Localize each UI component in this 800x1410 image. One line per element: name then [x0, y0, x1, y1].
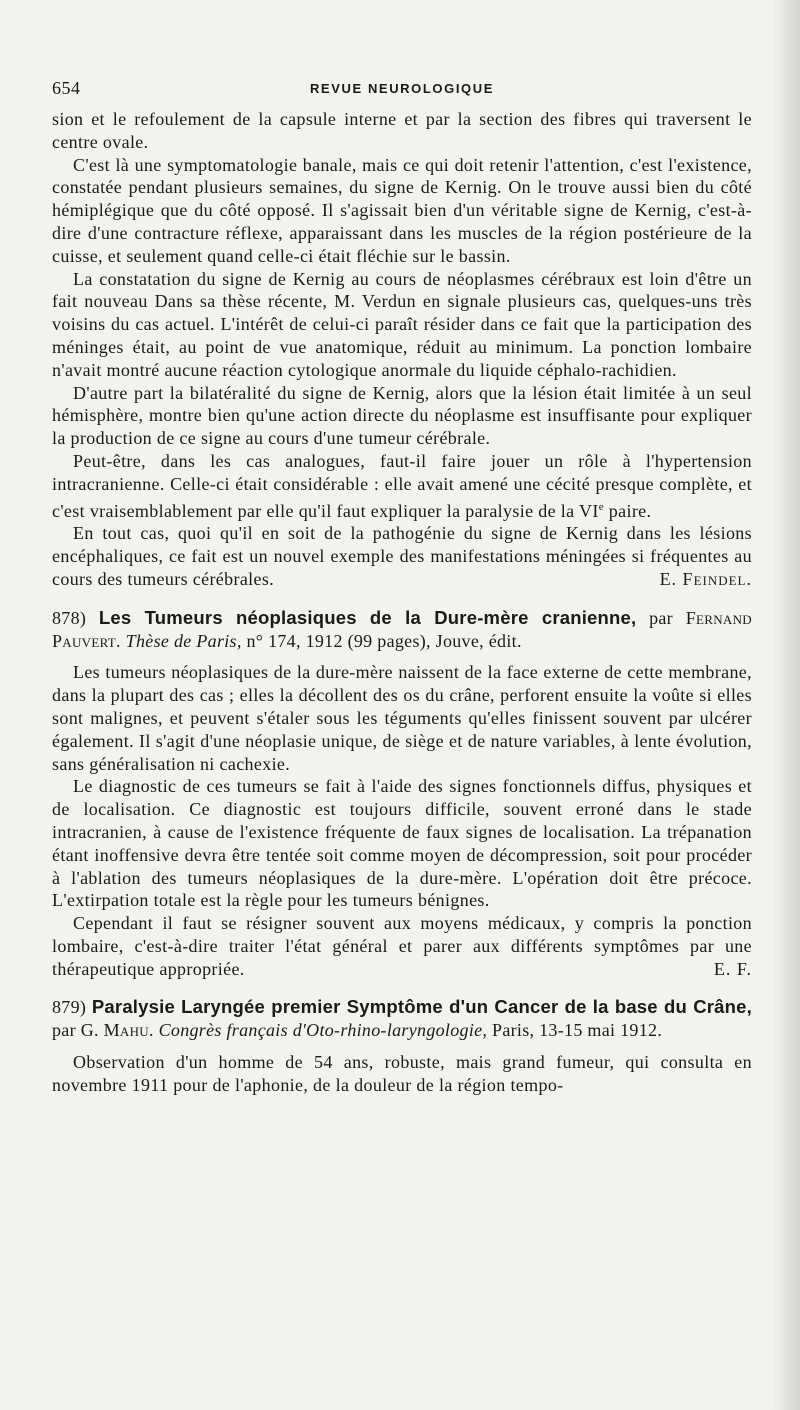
author-signature: E. Feindel. [659, 568, 752, 589]
paragraph-tail: paire. [603, 500, 652, 521]
paragraph: La constatation du signe de Kernig au cours de néoplasmes cérébraux est loin d'être un fait nouveau Dans sa thèse récente, M. Verdun en signale plusieurs cas, quelques-uns très voisins du cas actuel. L'intérêt de celui-ci paraît résider dans ce fait que la participation des méninges était, au point de vue anatomique, réduit au minimum. La ponction lombaire n'avait montré aucune réaction cytologique anormale du liquide céphalo-rachidien. [52, 268, 752, 380]
entry-author: G. Mahu. [80, 1020, 154, 1041]
paragraph: D'autre part la bilatéralité du signe de Kernig, alors que la lésion était limitée à un seul hémisphère, montre bien qu'une action directe du néoplasme est insuffisante pour expliquer la production de ce signe au cours d'une tumeur cérébrale. [52, 382, 752, 449]
paragraph [52, 912, 752, 980]
superscript: e [598, 500, 604, 513]
paragraph-text: En tout cas, quoi qu'il en soit de la pathogénie du signe de Kernig dans les lésions encéphaliques, ce fait est un nouvel exemple des manifestations méningées si fréquentes au cours des tumeurs cérébrales. [52, 523, 752, 589]
paragraph: sion et le refoulement de la capsule interne et par la section des fibres qui traversent le centre ovale. [52, 109, 752, 152]
entry-title: Paralysie Laryngée premier Symptôme d'un Cancer de la base du Crâne, [91, 996, 752, 1018]
paragraph: Observation d'un homme de 54 ans, robuste, mais grand fumeur, qui consulta en novembre 1911 pour de l'aphonie, de la douleur de la région tempo- [52, 1052, 752, 1095]
entry-number: 879) [52, 997, 87, 1018]
entry-by: par [52, 1020, 76, 1041]
document-page [52, 78, 752, 1097]
section-previous-review [52, 108, 752, 591]
entry-heading [52, 607, 752, 653]
page-number: 654 [52, 78, 81, 98]
paragraph: Les tumeurs néoplasiques de la dure-mère naissent de la face externe de cette membrane, dans la plupart des cas ; elles la décollent des os du crâne, perforent ensuite la voûte si elles sont malignes, et peuvent s'étaler sous les téguments qu'elles finissent souvent par ulcérer également. Il s'agit d'une néoplasie unique, de siège et de nature variables, à lente évolution, sans généralisation ni cachexie. [52, 662, 752, 774]
running-header [52, 78, 752, 108]
entry-879 [52, 996, 752, 1096]
entry-work: Congrès français d'Oto-rhino-laryngologie, [158, 1020, 488, 1041]
entry-details: Paris, 13-15 mai 1912. [492, 1020, 663, 1041]
paragraph [52, 522, 752, 590]
entry-by: par [649, 607, 673, 628]
entry-work: Thèse de Paris, [125, 630, 242, 651]
entry-details: n° 174, 1912 (99 pages), Jouve, édit. [246, 630, 522, 651]
journal-title: REVUE NEUROLOGIQUE [309, 81, 495, 96]
page-edge-shadow [772, 0, 800, 1410]
paragraph-text: Peut-être, dans les cas analogues, faut-il faire jouer un rôle à l'hypertension intracranienne. Celle-ci était considérable : elle avait amené une cécité presque complète, et c'est vraisemblablement par elle qu'il faut expliquer la paralysie de la VI [52, 450, 752, 521]
entry-body [52, 661, 752, 980]
author-signature: E. F. [713, 958, 752, 979]
paragraph: C'est là une symptomatologie banale, mais ce qui doit retenir l'attention, c'est l'existence, constatée pendant plusieurs semaines, du signe de Kernig. On le trouve aussi bien du côté hémiplégique que du côté opposé. Il s'agissait bien d'un véritable signe de Kernig, c'est-à-dire d'une contracture réflexe, apparaissant dans les muscles de la région postérieure de la cuisse, et seulement quand celle-ci était fléchie sur le bassin. [52, 154, 752, 266]
entry-878 [52, 607, 752, 981]
entry-heading [52, 996, 752, 1042]
entry-author: Fernand Pauvert. [52, 607, 752, 651]
paragraph [52, 450, 752, 522]
entry-title: Les Tumeurs néoplasiques de la Dure-mère cranienne, [98, 606, 637, 628]
entry-body [52, 1051, 752, 1097]
paragraph: Le diagnostic de ces tumeurs se fait à l'aide des signes fonctionnels diffus, physiques et de localisation. Ce diagnostic est toujours difficile, souvent erroné dans le stade intracranien, à cause de l'existence fréquente de faux signes de localisation. La trépanation étant inoffensive devra être tentée soit comme moyen de décompression, soit pour procéder à l'ablation des tumeurs néoplasiques de la dure-mère. L'opération doit être précoce. L'extirpation totale est la règle pour les tumeurs bénignes. [52, 776, 752, 911]
entry-number: 878) [52, 607, 87, 628]
paragraph-text: Cependant il faut se résigner souvent aux moyens médicaux, y compris la ponction lombaire, c'est-à-dire traiter l'état général et parer aux différents symptômes par une thérapeutique appropriée. [52, 913, 752, 979]
